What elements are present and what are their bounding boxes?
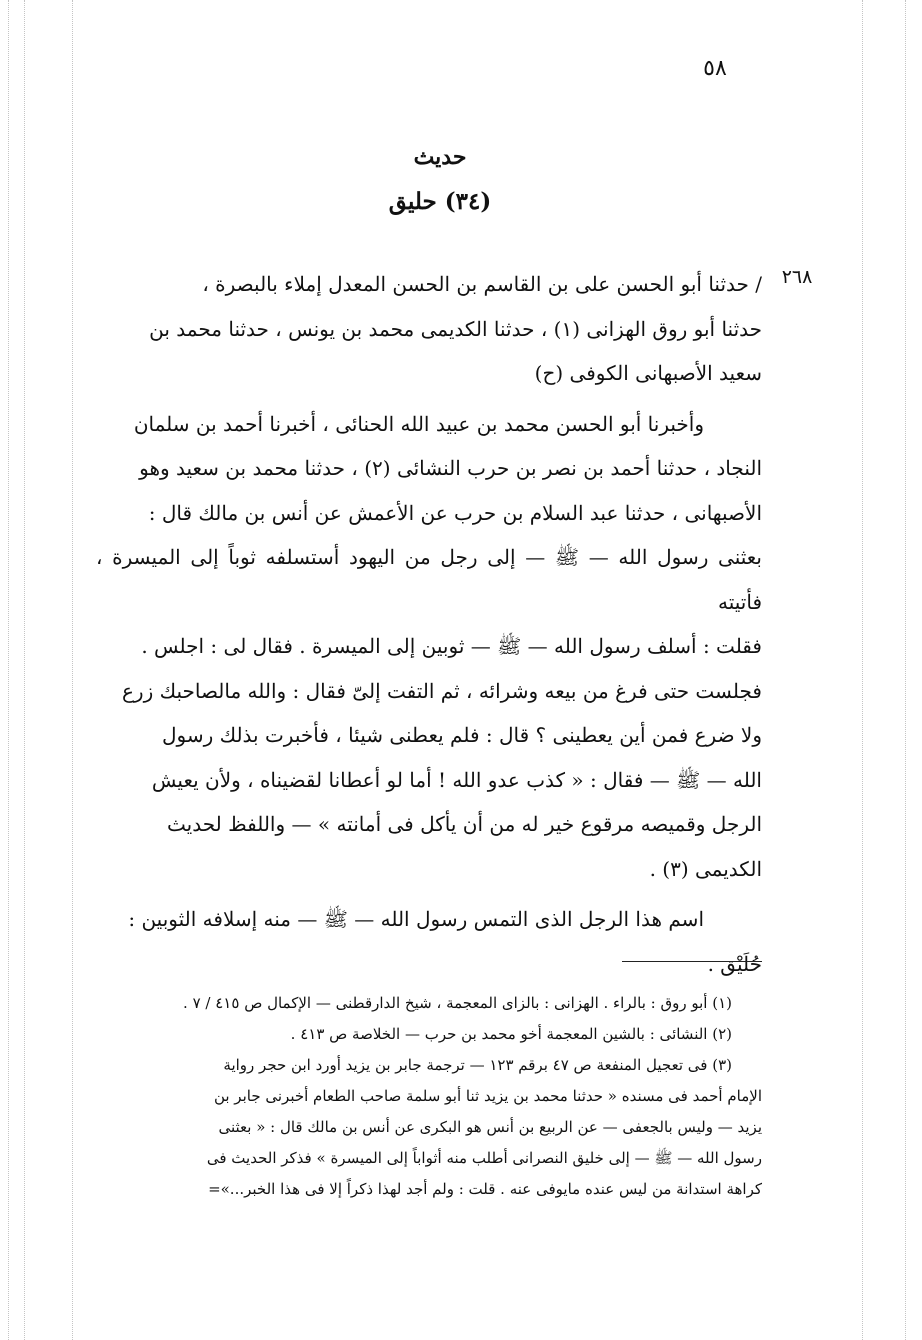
text-line: فجلست حتى فرغ من بيعه وشرائه ، ثم التفت إلىّ فقال : والله مالصاحبك زرع xyxy=(121,678,762,703)
gutter-dotted-line xyxy=(72,0,73,1340)
footnote-line: (٢) النشائى : بالشين المعجمة أخو محمد بن حرب — الخلاصة ص ٤١٣ . xyxy=(290,1025,732,1043)
footnote-line: كراهة استدانة من ليس عنده مايوفى عنه . قلت : ولم أجد لهذا ذكراً إلا فى هذا الخبر...»= xyxy=(208,1180,762,1198)
hadith-title: (٣٤) حليق xyxy=(388,188,492,215)
text-line: النجاد ، حدثنا أحمد بن نصر بن حرب النشائى (٢) ، حدثنا محمد بن سعيد وهو xyxy=(139,456,762,480)
text-line: بعثنى رسول الله — ﷺ — إلى رجل من اليهود أستسلفه ثوباً إلى الميسرة ، فأتيته xyxy=(96,545,762,614)
text-line: الرجل وقميصه مرقوع خير له من أن يأكل فى أمانته » — واللفظ لحديث xyxy=(167,812,762,836)
text-line: اسم هذا الرجل الذى التمس رسول الله — ﷺ — منه إسلافه الثوبين : xyxy=(128,907,704,931)
gutter-dotted-line xyxy=(8,0,9,1340)
footnote-line: (١) أبو روق : بالراء . الهزانى : بالزاى المعجمة ، شيخ الدارقطنى — الإكمال ص ٤١٥ / ٧ . xyxy=(183,994,732,1012)
footnote-divider xyxy=(622,961,762,962)
text-line: / حدثنا أبو الحسن على بن القاسم بن الحسن المعدل إملاء بالبصرة ، xyxy=(202,272,762,296)
gutter-dotted-line xyxy=(905,0,906,1340)
text-line: وأخبرنا أبو الحسن محمد بن عبيد الله الحنائى ، أخبرنا أحمد بن سلمان xyxy=(133,411,704,436)
footnote-line: رسول الله — ﷺ — إلى خليق النصرانى أطلب منه أثواباً إلى الميسرة » فذكر الحديث فى xyxy=(206,1149,762,1167)
gutter-dotted-line xyxy=(24,0,25,1340)
text-line: حدثنا أبو روق الهزانى (١) ، حدثنا الكديمى محمد بن يونس ، حدثنا محمد بن xyxy=(149,316,762,341)
text-line: فقلت : أسلف رسول الله — ﷺ — ثوبين إلى الميسرة . فقال لى : اجلس . xyxy=(141,634,762,658)
text-line: حُلَيْق . xyxy=(707,951,762,976)
margin-reference-number: ٢٦٨ xyxy=(781,266,813,288)
page-number: ٥٨ xyxy=(703,56,727,81)
text-line: الكديمى (٣) . xyxy=(649,856,762,881)
text-line: ولا ضرع فمن أين يعطينى ؟ قال : فلم يعطنى شيئا ، فأخبرت بذلك رسول xyxy=(161,723,762,747)
footnotes xyxy=(96,988,762,1205)
footnote-line: الإمام أحمد فى مسنده « حدثنا محمد بن يزيد ثنا أبو سلمة صاحب الطعام أخبرنى جابر بن xyxy=(213,1087,762,1105)
text-line: الله — ﷺ — فقال : « كذب عدو الله ! أما لو أعطانا لقضيناه ، ولأن يعيش xyxy=(151,767,762,792)
text-line: سعيد الأصبهانى الكوفى (ح) xyxy=(534,361,762,385)
hadith-text xyxy=(96,262,762,986)
footnote-line: يزيد — وليس بالجعفى — عن الربيع بن أنس هو البكرى عن أنس بن مالك قال : « بعثنى xyxy=(218,1118,762,1136)
gutter-dotted-line xyxy=(862,0,863,1340)
footnote-line: (٣) فى تعجيل المنفعة ص ٤٧ برقم ١٢٣ — ترجمة جابر بن يزيد أورد ابن حجر رواية xyxy=(223,1056,732,1074)
section-heading: حديث xyxy=(413,144,467,170)
text-line: الأصبهانى ، حدثنا عبد السلام بن حرب عن الأعمش عن أنس بن مالك قال : xyxy=(148,500,762,525)
